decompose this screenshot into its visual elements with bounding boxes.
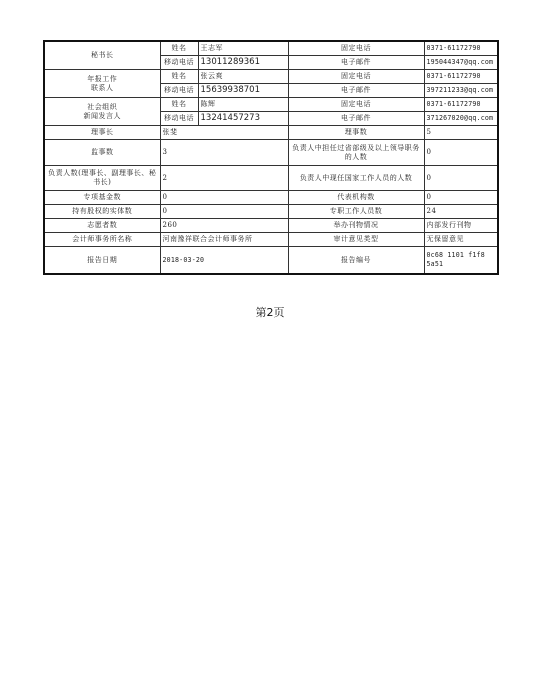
audit-firm-value: 河南豫祥联合会计师事务所 — [160, 233, 288, 247]
role-label: 秘书长 — [44, 41, 160, 70]
table-row — [44, 166, 498, 191]
email-value: 397211233@qq.com — [424, 84, 498, 98]
table-row — [44, 191, 498, 205]
role-label-line2: 新闻发言人 — [83, 111, 121, 120]
table-row — [44, 140, 498, 166]
table-row — [44, 126, 498, 140]
chairman-value: 张斐 — [160, 126, 288, 140]
mobile-value: 15639938701 — [198, 84, 288, 98]
report-no-label: 报告编号 — [288, 247, 424, 275]
table-row — [44, 98, 498, 112]
publication-value: 内部发行刊物 — [424, 219, 498, 233]
role-label-line1: 社会组织 — [87, 102, 118, 111]
name-value: 王志军 — [198, 41, 288, 56]
volunteers-label: 志愿者数 — [44, 219, 160, 233]
phone-label: 固定电话 — [288, 70, 424, 84]
email-label: 电子邮件 — [288, 84, 424, 98]
special-fund-value: 0 — [160, 191, 288, 205]
email-value: 195044347@qq.com — [424, 56, 498, 70]
supervisor-value: 3 — [160, 140, 288, 166]
leaders-label: 负责人数(理事长、副理事长、秘书长) — [44, 166, 160, 191]
equity-value: 0 — [160, 205, 288, 219]
name-value: 张云爽 — [198, 70, 288, 84]
name-label: 姓名 — [160, 70, 198, 84]
email-value: 371267020@qq.com — [424, 112, 498, 126]
current-official-label: 负责人中现任国家工作人员的人数 — [288, 166, 424, 191]
supervisor-label: 监事数 — [44, 140, 160, 166]
report-date-value: 2018-03-20 — [160, 247, 288, 275]
email-label: 电子邮件 — [288, 56, 424, 70]
phone-value: 0371-61172790 — [424, 41, 498, 56]
page-number: 第2页 — [255, 306, 285, 319]
mobile-value: 13241457273 — [198, 112, 288, 126]
name-value: 陈辉 — [198, 98, 288, 112]
volunteers-value: 260 — [160, 219, 288, 233]
equity-label: 持有股权的实体数 — [44, 205, 160, 219]
audit-type-value: 无保留意见 — [424, 233, 498, 247]
chairman-label: 理事长 — [44, 126, 160, 140]
email-label: 电子邮件 — [288, 112, 424, 126]
role-label — [44, 70, 160, 98]
current-official-value: 0 — [424, 166, 498, 191]
phone-label: 固定电话 — [288, 41, 424, 56]
organization-info-table — [43, 40, 499, 275]
phone-value: 0371-61172790 — [424, 98, 498, 112]
special-fund-label: 专项基金数 — [44, 191, 160, 205]
audit-type-label: 审计意见类型 — [288, 233, 424, 247]
publication-label: 举办刊物情况 — [288, 219, 424, 233]
former-official-label: 负责人中担任过省部级及以上领导职务的人数 — [288, 140, 424, 166]
fulltime-label: 专职工作人员数 — [288, 205, 424, 219]
report-no-value: 0c68 1101 f1f8 5a51 — [424, 247, 498, 275]
name-label: 姓名 — [160, 98, 198, 112]
board-count-value: 5 — [424, 126, 498, 140]
table-row — [44, 205, 498, 219]
table-row — [44, 70, 498, 84]
phone-value: 0371-61172790 — [424, 70, 498, 84]
name-label: 姓名 — [160, 41, 198, 56]
audit-firm-label: 会计师事务所名称 — [44, 233, 160, 247]
board-count-label: 理事数 — [288, 126, 424, 140]
table-row — [44, 41, 498, 56]
table-row — [44, 233, 498, 247]
table-row — [44, 247, 498, 275]
leaders-value: 2 — [160, 166, 288, 191]
former-official-value: 0 — [424, 140, 498, 166]
role-label — [44, 98, 160, 126]
role-label-line2: 联系人 — [91, 83, 114, 92]
mobile-label: 移动电话 — [160, 84, 198, 98]
report-date-label: 报告日期 — [44, 247, 160, 275]
mobile-label: 移动电话 — [160, 112, 198, 126]
rep-office-value: 0 — [424, 191, 498, 205]
report-sheet — [43, 40, 497, 275]
mobile-label: 移动电话 — [160, 56, 198, 70]
fulltime-value: 24 — [424, 205, 498, 219]
role-label-line1: 年报工作 — [87, 74, 118, 83]
mobile-value: 13011289361 — [198, 56, 288, 70]
phone-label: 固定电话 — [288, 98, 424, 112]
table-row — [44, 219, 498, 233]
rep-office-label: 代表机构数 — [288, 191, 424, 205]
